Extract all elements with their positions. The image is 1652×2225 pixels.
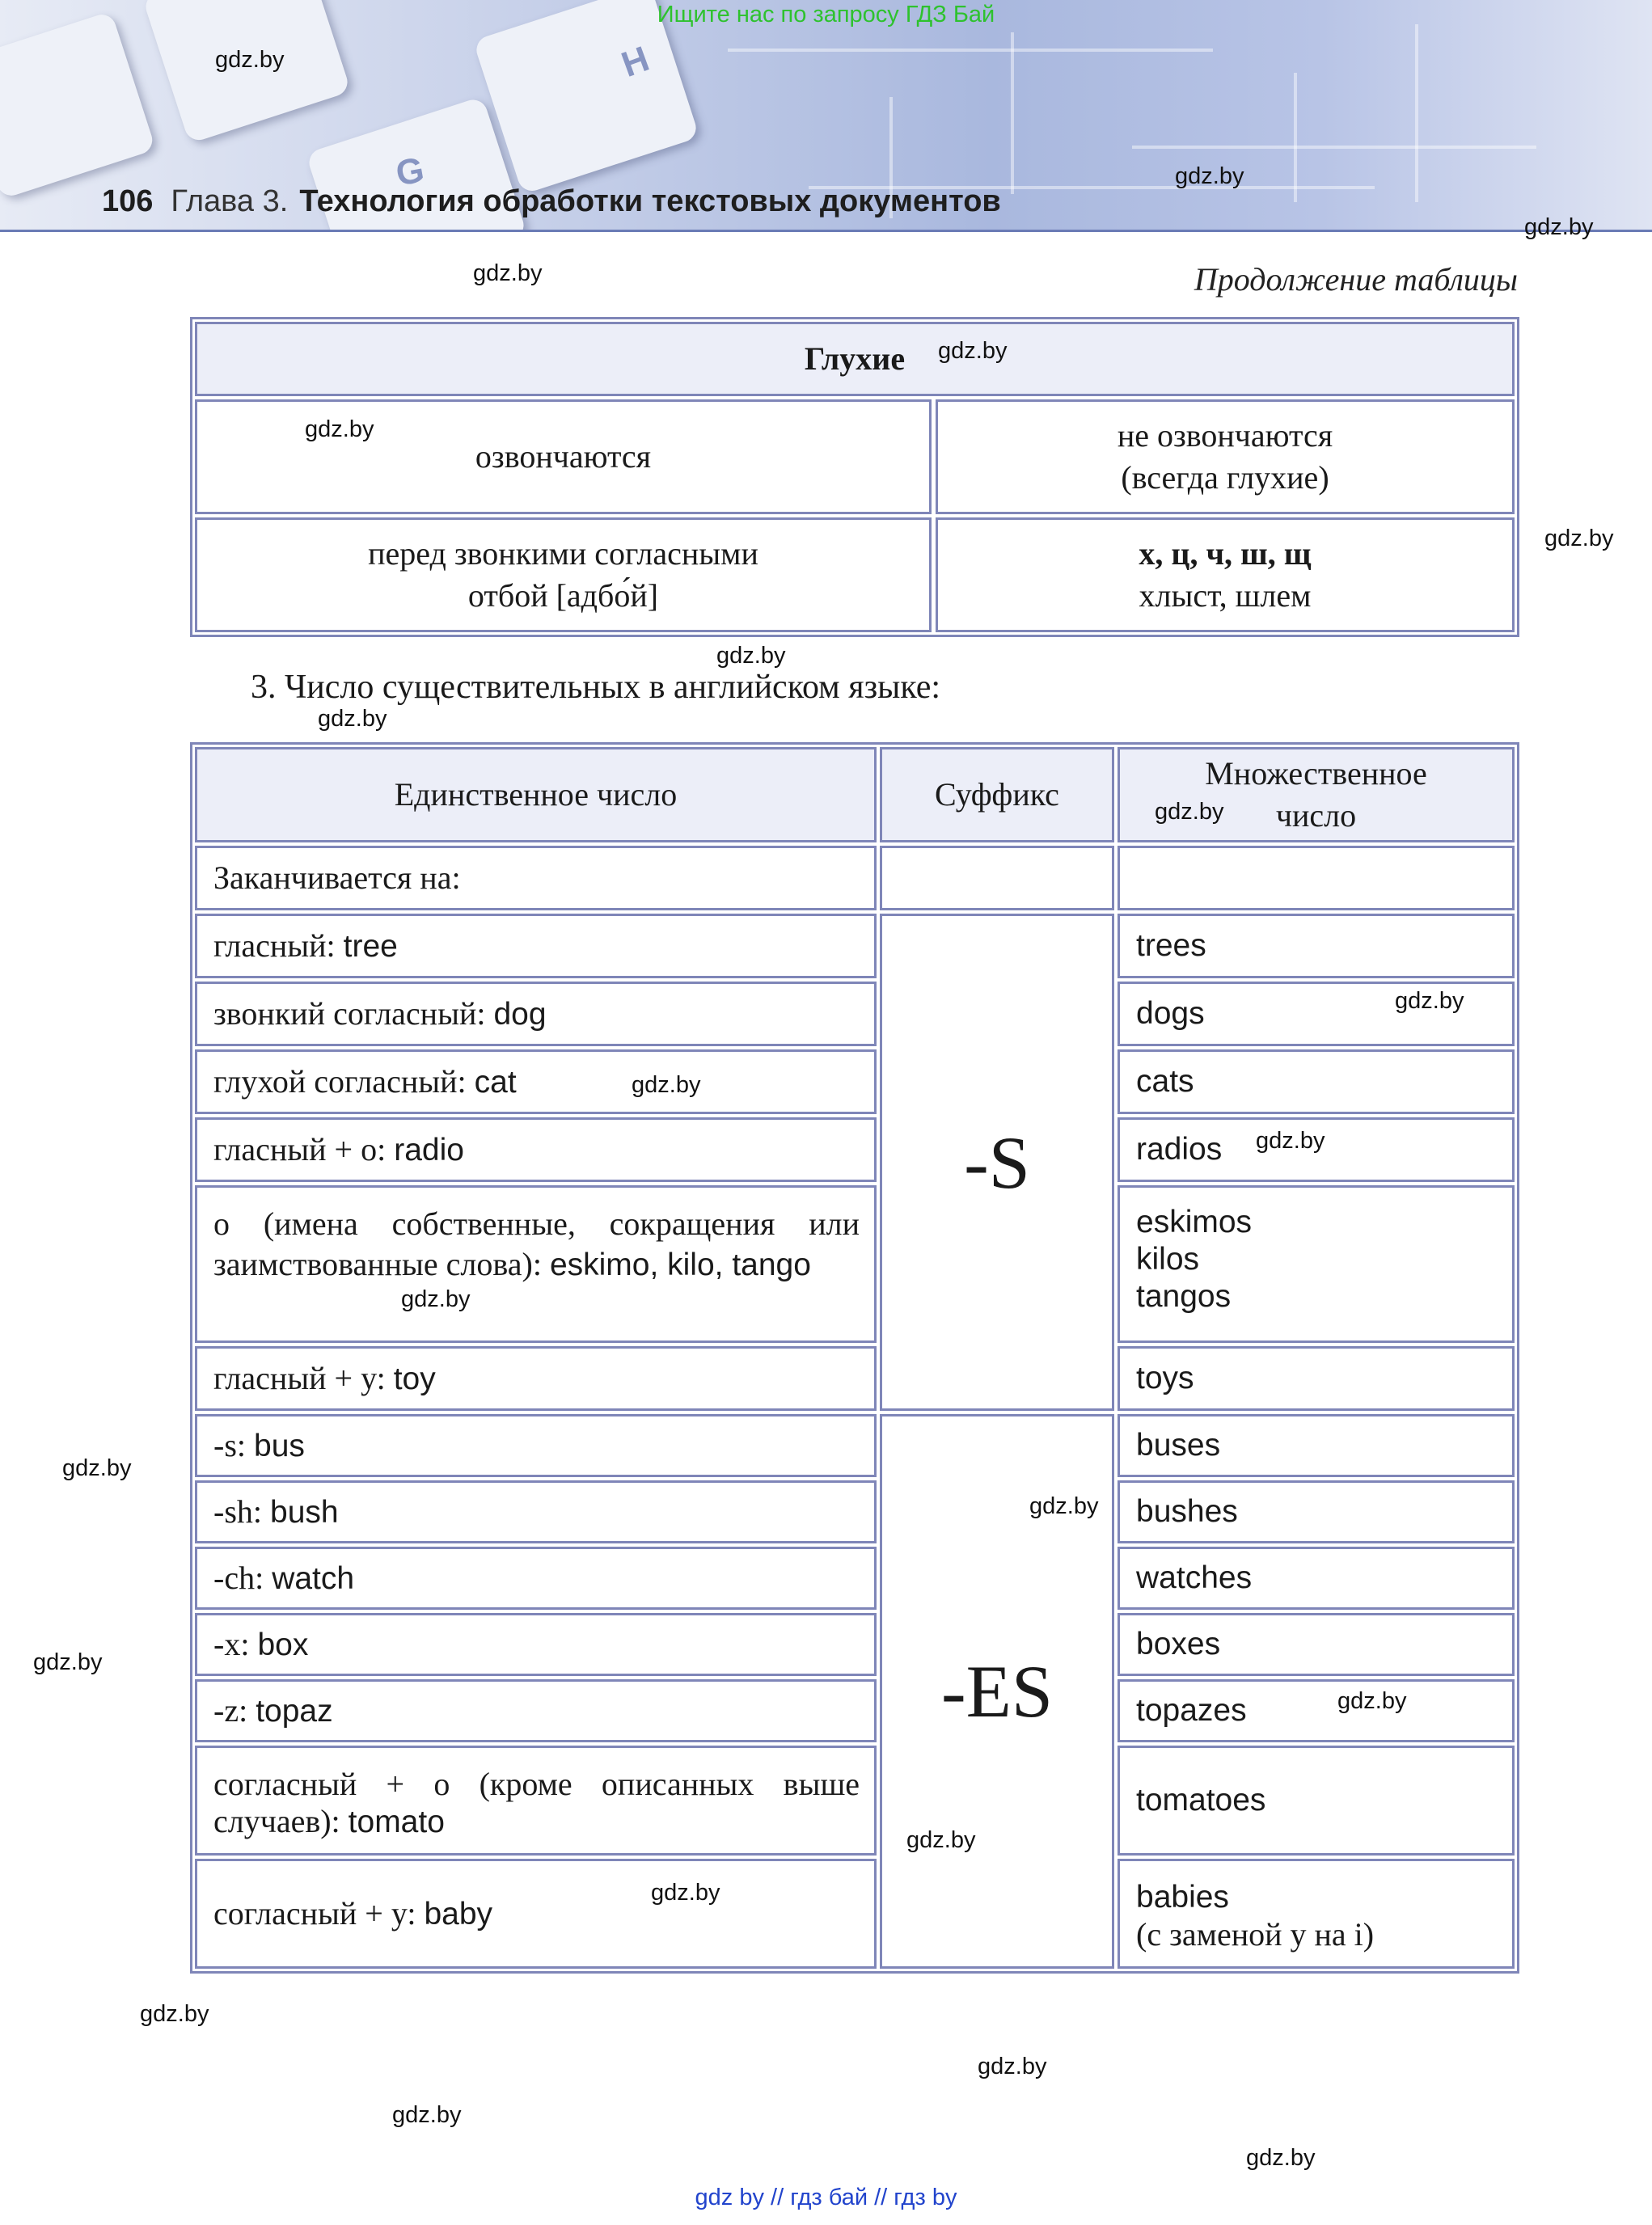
rule-text: глухой согласный: — [213, 1062, 475, 1100]
table-row — [195, 1117, 877, 1182]
suffix-es: -ES — [941, 1650, 1053, 1733]
table-row — [195, 1746, 877, 1856]
plural-cell — [1118, 1414, 1515, 1477]
keyboard-key-image — [473, 0, 700, 195]
footer-links[interactable]: gdz by // гдз бай // гдз by — [695, 2185, 957, 2210]
ends-with-cell — [195, 846, 877, 910]
plural-word: bushes — [1136, 1494, 1238, 1529]
table1-title: Глухие — [804, 340, 906, 377]
plural-cell — [1118, 1049, 1515, 1114]
watermark: gdz.by — [938, 338, 1008, 364]
table-row — [195, 914, 877, 978]
rule-text: согласный + о (кроме описанных выше случаев): — [213, 1766, 860, 1839]
section-3-heading: 3. Число существительных в английском языке: — [251, 669, 941, 706]
watermark: gdz.by — [1155, 799, 1224, 825]
suffix-s-cell — [880, 914, 1114, 1411]
running-head — [102, 184, 1001, 219]
table1-col2-header-line1: не озвончаются — [1117, 417, 1333, 454]
empty-cell — [1118, 846, 1515, 910]
plural-cell — [1118, 1859, 1515, 1969]
table1-row-cell — [195, 517, 932, 632]
table1-row-cell — [936, 517, 1515, 632]
example-word: tomato — [348, 1805, 445, 1839]
plural-word: radios — [1136, 1132, 1223, 1167]
key-letter-image: G — [392, 150, 428, 194]
example-word: cat — [474, 1064, 517, 1100]
watermark: gdz.by — [1256, 1128, 1325, 1154]
watermark: gdz.by — [978, 2054, 1047, 2079]
table-row — [195, 1679, 877, 1742]
watermark: gdz.by — [1544, 526, 1614, 551]
watermark: gdz.by — [473, 260, 543, 286]
header-suffix — [880, 747, 1114, 842]
rule-text: -s: — [213, 1426, 254, 1463]
plural-cell — [1118, 914, 1515, 978]
suffix-s: -S — [964, 1121, 1030, 1204]
example-word: eskimo, kilo, tango — [549, 1248, 811, 1282]
plural-cell — [1118, 1679, 1515, 1742]
watermark: gdz.by — [1246, 2145, 1316, 2171]
rule-text: -ch: — [213, 1559, 273, 1596]
plural-word: dogs — [1136, 996, 1205, 1031]
watermark: gdz.by — [1395, 988, 1464, 1014]
example-word: topaz — [256, 1693, 333, 1729]
circuit-trace — [728, 49, 1213, 52]
plural-word: watches — [1136, 1560, 1253, 1595]
circuit-trace — [1132, 146, 1536, 149]
header-singular-text: Единственное число — [394, 776, 678, 813]
table-row — [195, 982, 877, 1046]
watermark: gdz.by — [392, 2102, 462, 2128]
top-ad-text[interactable]: Ищите нас по запросу ГДЗ Бай — [657, 2, 995, 27]
watermark: gdz.by — [716, 643, 786, 669]
plural-word: toys — [1136, 1361, 1194, 1395]
example-word: dog — [493, 996, 547, 1032]
watermark: gdz.by — [305, 416, 374, 442]
continuation-label: Продолжение таблицы — [1194, 261, 1518, 298]
plural-word: buses — [1136, 1428, 1221, 1463]
watermark: gdz.by — [906, 1827, 976, 1853]
example-word: watch — [272, 1560, 355, 1596]
plural-cell — [1118, 1346, 1515, 1411]
plural-word: tangos — [1136, 1279, 1232, 1314]
table-row — [195, 1346, 877, 1411]
plural-word: topazes — [1136, 1693, 1247, 1728]
watermark: gdz.by — [62, 1455, 132, 1481]
header-suffix-text: Суффикс — [935, 776, 1059, 813]
table1-row-c2-line1: х, ц, ч, ш, щ — [1139, 535, 1312, 572]
chapter-label: Глава 3. — [171, 184, 289, 218]
plural-word: boxes — [1136, 1627, 1221, 1661]
table1-row-c2-line2: хлыст, шлем — [1139, 577, 1312, 614]
header-singular — [195, 747, 877, 842]
circuit-trace — [1294, 73, 1297, 202]
table1-row-c1-line2: отбой [адбо́й] — [467, 577, 659, 614]
plural-word: tomatoes — [1136, 1783, 1266, 1818]
watermark: gdz.by — [1524, 214, 1594, 240]
example-word: toy — [393, 1361, 436, 1396]
table1-col1-header-text: озвончаются — [475, 438, 652, 475]
example-word: box — [257, 1627, 309, 1662]
table1-title-cell — [195, 322, 1515, 396]
plural-word: trees — [1136, 928, 1206, 963]
watermark: gdz.by — [651, 1880, 720, 1906]
example-word: bus — [254, 1428, 305, 1463]
plural-cell — [1118, 1480, 1515, 1543]
rule-text: гласный + о: — [213, 1130, 395, 1167]
rule-text: согласный + у: — [213, 1894, 425, 1932]
plural-cell — [1118, 1746, 1515, 1856]
plural-cell — [1118, 1613, 1515, 1676]
watermark: gdz.by — [140, 2001, 209, 2027]
table-row — [195, 1613, 877, 1676]
rule-text: о (имена собственные, сокращения или заимствованные слова): — [213, 1205, 860, 1282]
rule-text: звонкий согласный: — [213, 994, 494, 1032]
example-word: radio — [394, 1132, 464, 1167]
watermark: gdz.by — [401, 1286, 471, 1312]
plural-cell — [1118, 1547, 1515, 1610]
keyboard-key-image — [0, 11, 156, 200]
page-number: 106 — [102, 184, 154, 218]
watermark: gdz.by — [1337, 1688, 1407, 1714]
rule-text: -sh: — [213, 1492, 270, 1530]
example-word: baby — [424, 1896, 493, 1932]
table-row — [195, 1480, 877, 1543]
plural-word: babies — [1136, 1880, 1229, 1915]
header-rule — [0, 230, 1652, 232]
table-row — [195, 1414, 877, 1477]
watermark: gdz.by — [33, 1649, 103, 1675]
watermark: gdz.by — [318, 706, 387, 732]
rule-text: гласный: — [213, 927, 344, 964]
rule-text: гласный + у: — [213, 1359, 394, 1396]
ends-with-label: Заканчивается на: — [213, 859, 461, 896]
empty-cell — [880, 846, 1114, 910]
rule-text: -z: — [213, 1691, 256, 1729]
table1-col2-header — [936, 399, 1515, 514]
example-word: bush — [270, 1494, 339, 1530]
header-plural-line2: число — [1275, 797, 1357, 834]
watermark: gdz.by — [215, 47, 285, 73]
plural-cell — [1118, 1185, 1515, 1343]
key-letter-image: H — [616, 39, 655, 85]
chapter-title: Технология обработки текстовых документов — [299, 184, 1001, 218]
rule-text: -x: — [213, 1625, 258, 1662]
table-row — [195, 1547, 877, 1610]
circuit-trace — [1415, 24, 1418, 202]
example-word: tree — [343, 928, 398, 964]
plural-word: kilos — [1136, 1242, 1200, 1277]
table-row — [195, 1185, 877, 1343]
header-plural-line1: Множественное — [1205, 755, 1427, 792]
table1-col2-header-line2: (всегда глухие) — [1121, 459, 1329, 496]
watermark: gdz.by — [1175, 163, 1244, 189]
table1-row-c1-line1: перед звонкими согласными — [368, 535, 758, 572]
circuit-trace — [1011, 32, 1014, 194]
table-row — [195, 1859, 877, 1969]
header-plural — [1118, 747, 1515, 842]
plural-note: (с заменой у на i) — [1136, 1916, 1375, 1953]
watermark: gdz.by — [1029, 1493, 1099, 1519]
watermark: gdz.by — [632, 1072, 701, 1098]
table-row — [195, 1049, 877, 1114]
plural-word: cats — [1136, 1064, 1194, 1099]
plural-word: eskimos — [1136, 1205, 1253, 1239]
